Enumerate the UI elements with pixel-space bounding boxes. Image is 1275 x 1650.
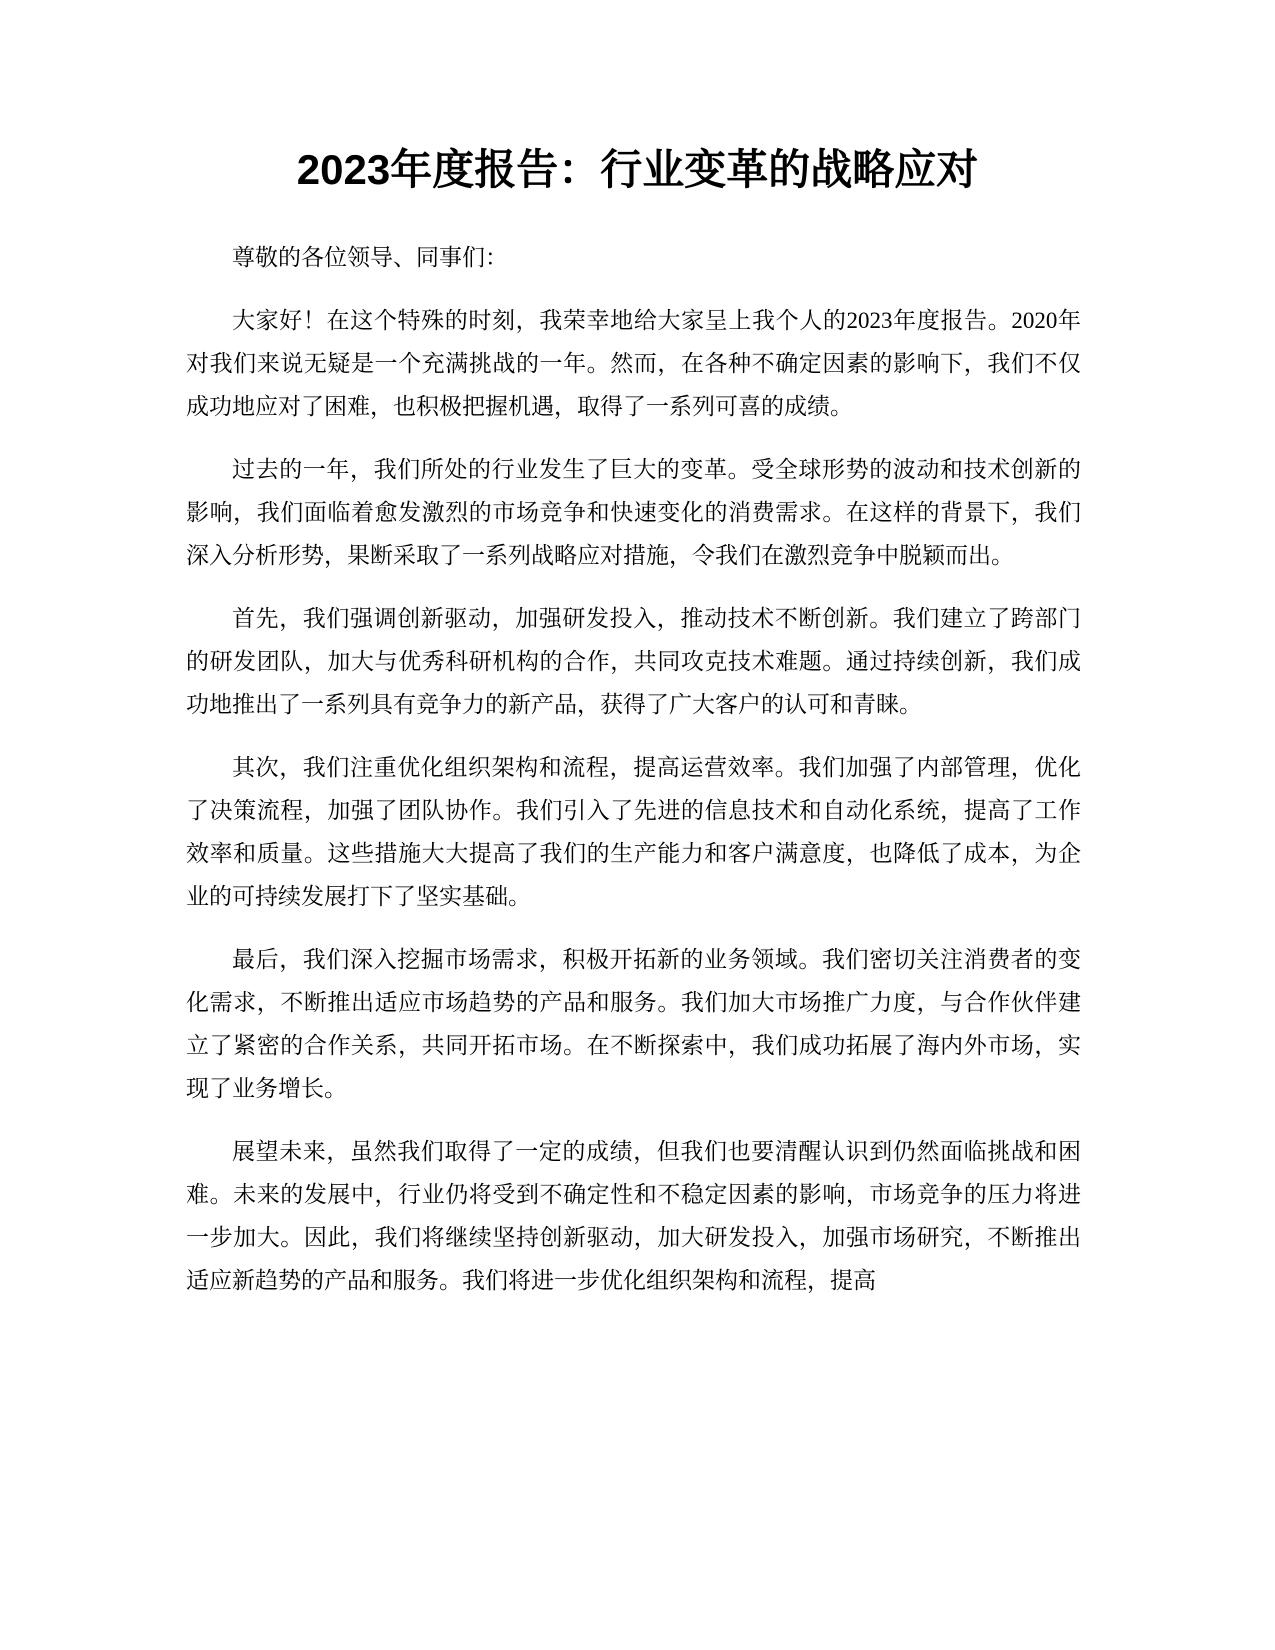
salutation: 尊敬的各位领导、同事们： xyxy=(232,245,508,270)
document-body xyxy=(186,236,1081,1322)
paragraph-industry-change: 过去的一年，我们所处的行业发生了巨大的变革。受全球形势的波动和技术创新的影响，我们面临着愈发激烈的市场竞争和快速变化的消费需求。在这样的背景下，我们深入分析形势，果断采取了一系列战略应对措施，令我们在激烈竞争中脱颖而出。 xyxy=(186,457,1081,568)
document-title: 2023年度报告：行业变革的战略应对 xyxy=(296,146,979,193)
paragraph-outlook: 展望未来，虽然我们取得了一定的成绩，但我们也要清醒认识到仍然面临挑战和困难。未来的发展中，行业仍将受到不确定性和不稳定因素的影响，市场竞争的压力将进一步加大。因此，我们将继续坚持创新驱动，加大研发投入，加强市场研究，不断推出适应新趋势的产品和服务。我们将进一步优化组织架构和流程，提高 xyxy=(186,1139,1081,1293)
paragraph-organization: 其次，我们注重优化组织架构和流程，提高运营效率。我们加强了内部管理，优化了决策流程，加强了团队协作。我们引入了先进的信息技术和自动化系统，提高了工作效率和质量。这些措施大大提高了我们的生产能力和客户满意度，也降低了成本，为企业的可持续发展打下了坚实基础。 xyxy=(186,755,1081,909)
paragraph-market: 最后，我们深入挖掘市场需求，积极开拓新的业务领域。我们密切关注消费者的变化需求，不断推出适应市场趋势的产品和服务。我们加大市场推广力度，与合作伙伴建立了紧密的合作关系，共同开拓市场。在不断探索中，我们成功拓展了海内外市场，实现了业务增长。 xyxy=(186,947,1081,1101)
paragraph-intro: 大家好！在这个特殊的时刻，我荣幸地给大家呈上我个人的2023年度报告。2020年对我们来说无疑是一个充满挑战的一年。然而，在各种不确定因素的影响下，我们不仅成功地应对了困难，也积极把握机遇，取得了一系列可喜的成绩。 xyxy=(186,308,1081,419)
paragraph-innovation: 首先，我们强调创新驱动，加强研发投入，推动技术不断创新。我们建立了跨部门的研发团队，加大与优秀科研机构的合作，共同攻克技术难题。通过持续创新，我们成功地推出了一系列具有竞争力的新产品，获得了广大客户的认可和青睐。 xyxy=(186,606,1081,717)
